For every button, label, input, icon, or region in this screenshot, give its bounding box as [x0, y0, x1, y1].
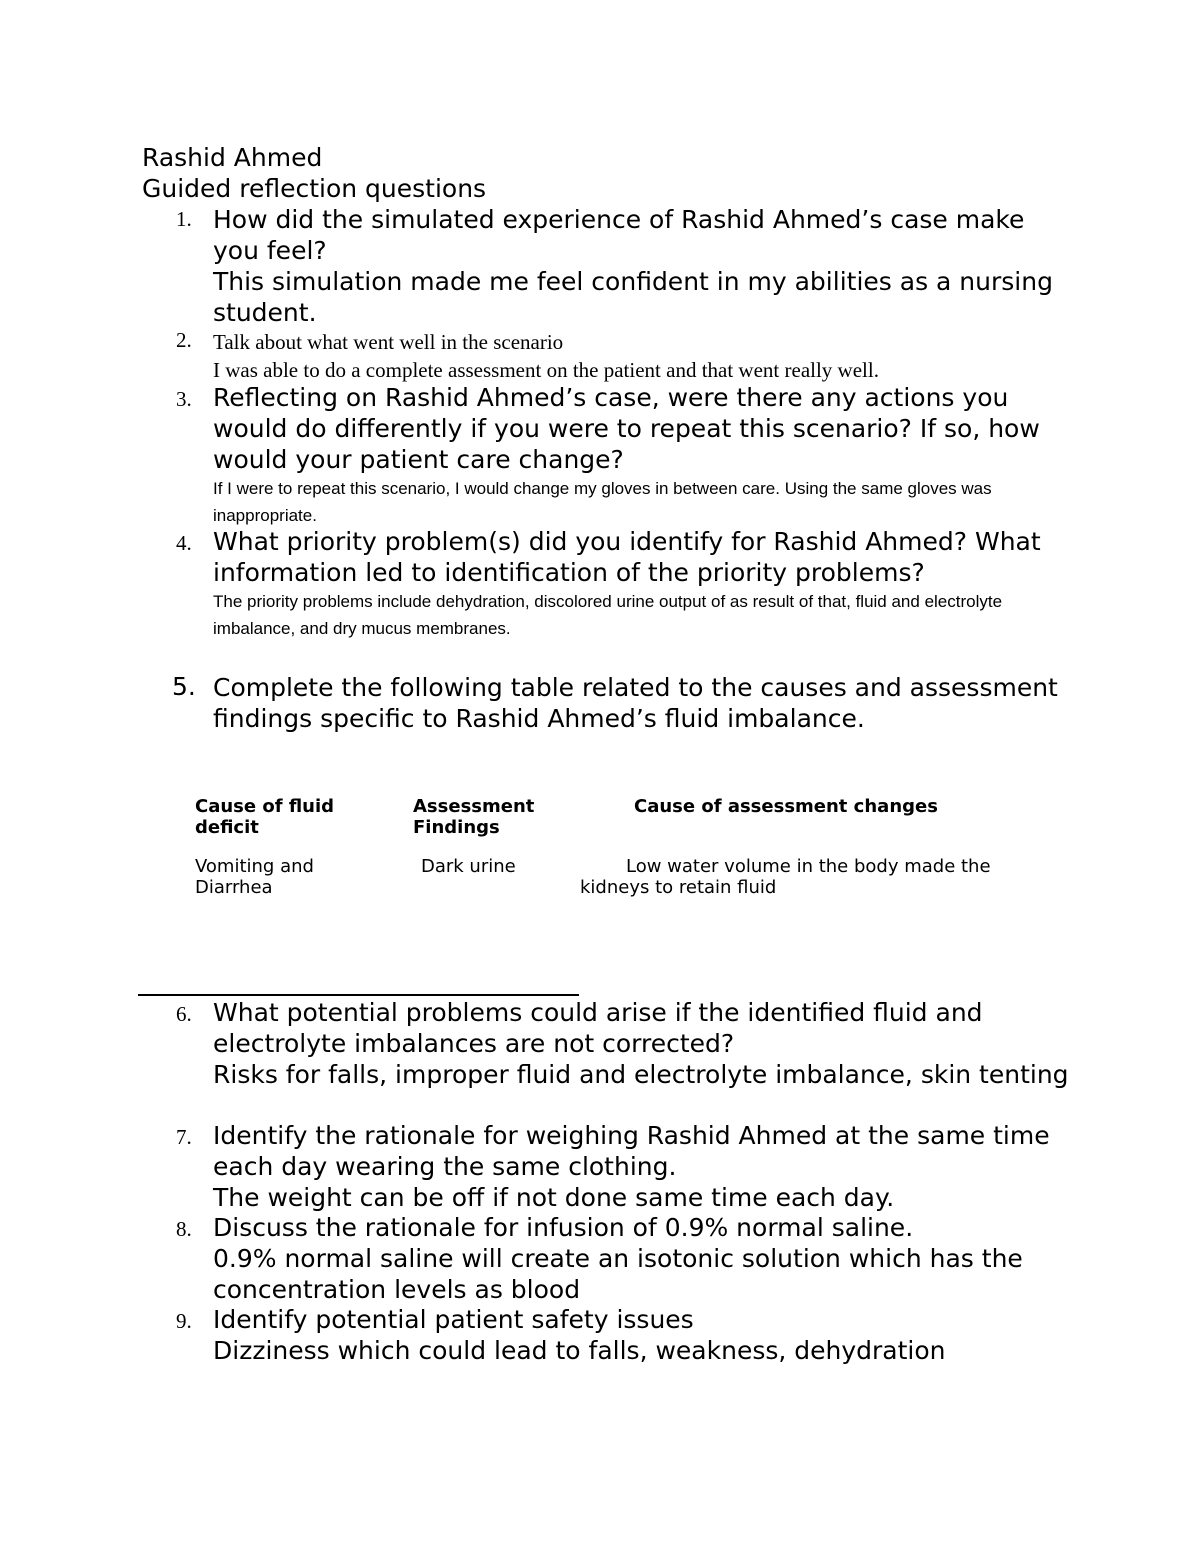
answer-text: This simulation made me feel confident in my abilities as a nursing student. — [213, 267, 1053, 327]
question-text: Reflecting on Rashid Ahmed’s case, were there any actions you would do differently if you were to repeat this scenario? If so, how would your patient care change? — [213, 383, 1040, 474]
question-text: Identify the rationale for weighing Rashid Ahmed at the same time each day wearing the same clothing. — [213, 1121, 1050, 1181]
question-number: 8. — [176, 1217, 192, 1241]
question-text: Discuss the rationale for infusion of 0.9% normal saline. — [213, 1213, 914, 1242]
question-number: 9. — [176, 1309, 192, 1333]
answer-text: 0.9% normal saline will create an isotonic solution which has the concentration levels as blood — [213, 1244, 1023, 1304]
question-number: 7. — [176, 1125, 192, 1149]
answer-text: The weight can be off if not done same time each day. — [213, 1183, 895, 1212]
question-text: How did the simulated experience of Rashid Ahmed’s case make you feel? — [213, 205, 1025, 265]
question-number: 2. — [176, 328, 192, 352]
question-number: 3. — [176, 387, 192, 411]
answer-text: Dizziness which could lead to falls, weakness, dehydration — [213, 1336, 946, 1365]
answer-text: Risks for falls, improper fluid and electrolyte imbalance, skin tenting — [213, 1060, 1069, 1089]
table-header-cause: Cause of fluid deficit — [195, 796, 335, 838]
question-text: Talk about what went well in the scenario — [213, 330, 564, 354]
answer-text: If I were to repeat this scenario, I would change my gloves in between care. Using the same gloves was inappropriate. — [213, 479, 992, 525]
document-subtitle: Guided reflection questions — [142, 174, 487, 203]
question-text: What potential problems could arise if the identified fluid and electrolyte imbalances are not corrected? — [213, 998, 983, 1058]
table-cell-cause: Vomiting and Diarrhea — [195, 856, 314, 898]
table-header-changes: Cause of assessment changes — [634, 796, 938, 817]
student-name: Rashid Ahmed — [142, 143, 323, 172]
question-number: 6. — [176, 1002, 192, 1026]
question-text: Identify potential patient safety issues — [213, 1305, 694, 1334]
horizontal-rule — [138, 994, 579, 996]
question-number: 4. — [176, 531, 192, 555]
question-number: 5. — [172, 672, 196, 701]
document-header — [142, 142, 486, 204]
question-text: Complete the following table related to the causes and assessment findings specific to Rashid Ahmed’s fluid imbalance. — [213, 673, 1058, 733]
table-cell-changes: Low water volume in the body made the kidneys to retain fluid — [580, 856, 991, 898]
table-cell-findings: Dark urine — [421, 856, 516, 877]
question-text: What priority problem(s) did you identify for Rashid Ahmed? What information led to identification of the priority problems? — [213, 527, 1041, 587]
answer-text: The priority problems include dehydration, discolored urine output of as result of that, fluid and electrolyte imbalance, and dry mucus membranes. — [213, 592, 1003, 638]
answer-text: I was able to do a complete assessment on the patient and that went really well. — [213, 358, 879, 382]
question-number: 1. — [176, 207, 192, 231]
table-header-findings: Assessment Findings — [413, 796, 535, 838]
